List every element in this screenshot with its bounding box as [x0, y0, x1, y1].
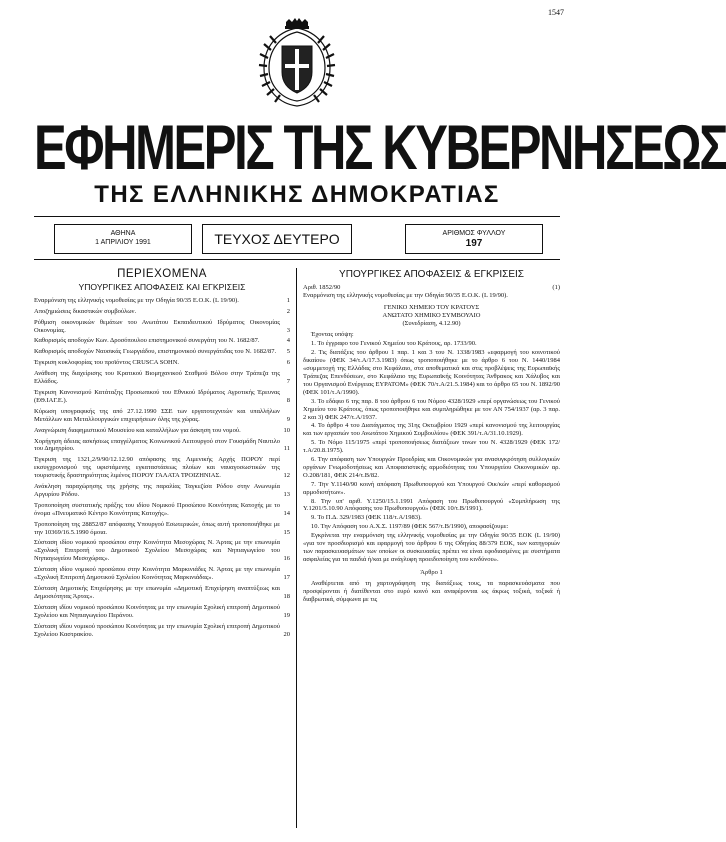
recital-paragraph: 10. Την Απόφαση του Α.Χ.Σ. 1197/89 (ΦΕΚ 567/τ.Β/1990), αποφασίζουμε: [311, 523, 509, 531]
recital-paragraph: Εγκρίνεται την εναρμόνιση της ελληνικής νομοθεσίας με την Οδηγία 90/35 ΕΟΚ (L 19/90) «για τον προσδιορισμό και εφαρμογή του άρθρου 6 της Οδηγίας 88/379 ΕΟΚ, των κατηγοριών των παρασκευασμάτων των οποίων οι συσκευασίες πρέπει να είναι εφοδιασμένες με συστήματα ασφαλείας για τα παιδιά ή/και με ανάγλυφη προειδοποίηση του κινδύνου». [303, 532, 560, 563]
decisions-heading: ΥΠΟΥΡΓΙΚΕΣ ΑΠΟΦΑΣΕΙΣ & ΕΓΚΡΙΣΕΙΣ [339, 269, 524, 280]
contents-item-page: 11 [283, 445, 290, 453]
contents-item-text: Έγκριση Κανονισμού Κατάταξης Προσωπικού του Εθνικού Ιδρύματος Αγροτικής Έρευνας (ΕΘ.ΙΑΓ.Ε.). [34, 388, 280, 404]
contents-item-page: 15 [283, 528, 290, 536]
contents-item [34, 359, 290, 367]
issue-date: 1 ΑΠΡΙΛΙΟΥ 1991 [95, 239, 151, 246]
contents-item-page: 7 [286, 378, 290, 386]
sheet-box [405, 224, 543, 254]
contents-item-text: Εναρμόνιση της ελληνικής νομοθεσίας με την Οδηγία 90/35 Ε.Ο.Κ. (L 19/90). [34, 296, 239, 304]
column-divider [296, 268, 297, 828]
contents-item-page: 1 [286, 296, 290, 304]
contents-item-page: 9 [286, 415, 290, 423]
contents-item [34, 348, 290, 356]
decision-title: Εναρμόνιση της ελληνικής νομοθεσίας με την Οδηγία 90/35 Ε.Ο.Κ. (L 19/90). [303, 291, 508, 299]
contents-item [34, 319, 290, 335]
contents-item-page: 4 [286, 337, 290, 345]
contents-item [34, 438, 290, 454]
contents-item-text: Σύσταση ιδίου νομικού προσώπου Κοινότητας με την επωνυμία Σχολική επιτροπή Δημοτικού Σχολείου και Νηπιαγωγείου Περάνου. [34, 603, 280, 619]
date-box [54, 224, 192, 254]
contents-item [34, 521, 290, 537]
contents-item [34, 539, 290, 563]
contents-item-page: 14 [283, 509, 290, 517]
contents-item-text: Κύρωση υπογραφικής της από 27.12.1990 ΣΣΕ των εργατοτεχνιτών και υπαλλήλων Μετάλλων και Μεταλλουργικών επιχειρήσεων όλης της χώρας. [34, 407, 280, 423]
contents-item-page: 20 [283, 630, 290, 638]
contents-item-page: 19 [283, 611, 290, 619]
having-regard: Έχοντας υπόψη: [311, 331, 354, 339]
contents-item [34, 389, 290, 405]
contents-item-page: 13 [283, 490, 290, 498]
article-heading: Άρθρο 1 [420, 568, 443, 576]
contents-item-text: Αποζημιώσεις δικαστικών συμβούλων. [34, 307, 137, 315]
decision-mark: (1) [552, 283, 560, 291]
contents-item-text: Τροποποίηση της 28852/87 απόφασης Υπουργού Εσωτερικών, όπως αυτή τροποποιήθηκε με την 10369/16.5.1990 όμοια. [34, 520, 280, 536]
contents-item-page: 12 [283, 472, 290, 480]
contents-item-page: 17 [283, 574, 290, 582]
contents-section-heading: ΥΠΟΥΡΓΙΚΕΣ ΑΠΟΦΑΣΕΙΣ ΚΑΙ ΕΓΚΡΙΣΕΙΣ [78, 281, 246, 292]
contents-item [34, 604, 290, 620]
contents-item [34, 427, 290, 435]
contents-item-page: 2 [286, 307, 290, 315]
header-rule-bottom [34, 259, 560, 260]
contents-item-page: 18 [283, 592, 290, 600]
gazette-title: ΕΦΗΜΕΡΙΣ ΤΗΣ ΚΥΒΕΡΝΗΣΕΩΣ [34, 114, 726, 184]
contents-item-text: Καθορισμός αποδοχών Ναυσικάς Γεωργιάδου, επιστημονικού συνεργάτιδας του Ν. 1682/87. [34, 348, 277, 356]
contents-item-page: 10 [283, 426, 290, 434]
recital-paragraph: 2. Τις διατάξεις του άρθρου 1 παρ. 1 και 3 του Ν. 1338/1983 «εφαρμογή του κοινοτικού δικαίου» (ΦΕΚ 34/τ.Α/17.3.1983) όπως τροποποιήθηκε με το άρθρο 6 του Ν. 1440/1984 «συμμετοχή της Ελλάδας στο Κεφάλαιο, στα αποθεματικά και στις προβλέψεις της Ευρωπαϊκής Τράπεζας Επενδύσεων, στο Κεφάλαιο της Ευρωπαϊκής Κοινότητας Άνθρακος και Χάλυβος και του Οργανισμού Ενέργειας ΕΥΡΑΤΟΜ» (ΦΕΚ 70/τ.Α/21.5.1984) και το άρθρο 65 του Ν. 1892/90 (ΦΕΚ 101/τ.Α/1990). [303, 349, 560, 396]
sheet-number: 197 [465, 238, 483, 249]
sheet-number-label: ΑΡΙΘΜΟΣ ΦΥΛΛΟΥ [442, 230, 506, 237]
contents-item-text: Αναγνώριση διαφημιστικού Μουσείου και καταλλήλων για άσκηση του νομού. [34, 426, 241, 434]
contents-heading: ΠΕΡΙΕΧΟΜΕΝΑ [117, 268, 207, 280]
header-rule-top [34, 216, 560, 217]
contents-item [34, 585, 290, 601]
recital-paragraph: 7. Την Υ.1140/90 κοινή απόφαση Πρωθυπουργού και Υπουργού Οικ/κών «περί καθορισμού αρμοδιοτήτων». [303, 480, 560, 496]
recital-paragraph: 9. Το Π.Δ. 329/1983 (ΦΕΚ 118/τ.Α/1983). [311, 514, 422, 522]
contents-item-page: 8 [286, 396, 290, 404]
contents-item [34, 456, 290, 480]
recital-paragraph: 5. Το Νόμο 115/1975 «περί τροποποιήσεως διατάξεων τινων του Ν. 4328/1929 (ΦΕΚ 172/τ.Α/20.8.1975). [303, 439, 560, 455]
issue-label: ΤΕΥΧΟΣ ΔΕΥΤΕΡΟ [214, 231, 340, 247]
contents-item-page: 5 [286, 348, 290, 356]
article-text: Αναθέρτεται από τη χαρτογράφηση της διατάξεως τους, τα παρασκευάσματα που προσφέρονται ή διατίθενται στο ευρύ κοινό και αναφέρονται ως άκρως τοξικά, τοξικά ή διαβρωτικά, σύμφωνα με τις [303, 579, 560, 603]
decision-reference [303, 284, 560, 292]
contents-item-text: Ανάκληση παραχώρησης της χρήσης της παραλίας Ταγκεζίσα Ρόδου στην Ανωνυμία Αργυρίου Ρόδου. [34, 483, 280, 498]
contents-item [34, 623, 290, 639]
recital-paragraph: 8. Την υπ' αριθ. Υ.1250/15.1.1991 Απόφαση του Πρωθυπουργού «Συμπλήρωση της Υ.1201/5.10.90 Απόφασης του Πρωθυπουργού» (ΦΕΚ 10/τ.Β/1991). [303, 497, 560, 513]
recital-paragraph: 6. Την απόφαση των Υπουργών Προεδρίας και Οικονομικών για ανασυγκρότηση συλλογικών οργάνων Γνωμοδοτήσεως και Αποφασιστικής αρμοδιότητας του Υπουργείου Οικονομικών αρ. Ο.208/181, ΦΕΚ 214/τ.Β/82. [303, 456, 560, 479]
contents-item-text: Σύσταση ιδίου νομικού προσώπου στην Κοινότητα Μαρκινιάδες Ν. Άρτας με την επωνυμία «Σχολική Επιτροπή Δημοτικού Σχολείου Κοινότητας Μαρκινιάδας». [34, 566, 280, 582]
contents-item-text: Καθορισμός αποδοχών Κων. Δροσόπουλου επιστημονικού συνεργάτη του Ν. 1682/87. [34, 337, 260, 345]
issuer-line-1: ΓΕΝΙΚΟ ΧΗΜΕΙΟ ΤΟΥ ΚΡΑΤΟΥΣ [383, 303, 480, 311]
contents-item [34, 308, 290, 316]
recital-paragraph: 4. Το άρθρο 4 του Διατάγματος της 31ης Οκτωβρίου 1929 «περί κανονισμού της λειτουργίας και των εργασιών του Ανωτάτου Χημικού Συμβουλίου» (ΦΕΚ 391/τ.Α/31.10.1929). [303, 422, 560, 438]
contents-item-text: Σύσταση ιδίου νομικού προσώπου στην Κοινότητα Μεσοχώρας Ν. Άρτας με την επωνυμία «Σχολική Επιτροπή του Δημοτικού Σχολείου Μεσοχώρας και Νηπιαγωγείου του Νηπιαγωγείου Μεσοχώρας». [34, 539, 280, 563]
contents-item [34, 483, 290, 499]
decision-number: Αριθ. 1852/90 [303, 283, 341, 291]
issue-box [202, 224, 352, 254]
greek-coat-of-arms-icon [256, 18, 338, 108]
contents-item [34, 408, 290, 424]
contents-item [34, 566, 290, 582]
contents-item-text: Σύσταση ιδίου νομικού προσώπου Κοινότητας με την επωνυμία Σχολική επιτροπή Δημοτικού Σχολείου Καστρακίου. [34, 622, 280, 638]
page-number: 1547 [548, 8, 564, 17]
issuer-line-2: ΑΝΩΤΑΤΟ ΧΗΜΙΚΟ ΣΥΜΒΟΥΛΙΟ [382, 311, 481, 319]
contents-item [34, 502, 290, 518]
contents-item-text: Έγκριση της 1321,2/9/90/12.12.90 απόφασης της Λιμενικής Αρχής ΠΟΡΟΥ περί εκσυγχρονισμού της υφιστάμενης εγκαταστάσεως πλοίων και ναυαγοσωστικών της τουριστικής δραστηριότητας λιμένος ΠΟΡΟΥ ΓΑΛΑΤΑ ΤΡΟΙΖΗΝΙΑΣ. [34, 456, 280, 480]
contents-item-text: Ανάθεση της διαχείρισης του Κρατικού Βιομηχανικού Σταθμού Βόλου στην Τράπεζα της Ελλάδος. [34, 370, 280, 386]
contents-item-page: 3 [286, 326, 290, 334]
recital-paragraph: 1. Το έγγραφο του Γενικού Χημείου του Κράτους, αρ. 1733/90. [311, 340, 477, 348]
contents-item-text: Τροποποίηση συστατικής πράξης του ιδίου Νομικού Προσώπου Κοινότητας Κατοχής με το όνομα «Πνευματικό Κέντρο Κοινότητας Κατοχής». [34, 501, 280, 517]
contents-item-text: Ρύθμιση οικονομικών θεμάτων του Ανωτάτου Εκπαιδευτικού Ιδρύματος Οικονομίας Οικονομίας. [34, 318, 280, 334]
contents-item-text: Χορήγηση άδειας ασκήσεως επαγγέλματος Κοινωνικού Λειτουργού στον Γουσμάδη Ναυτιλο του Δημητρίου. [34, 437, 280, 453]
contents-item [34, 337, 290, 345]
contents-column [34, 268, 290, 641]
recitals [303, 340, 560, 563]
contents-item-page: 16 [283, 555, 290, 563]
decisions-column [303, 268, 560, 604]
session-date: (Συνεδρίαση, 4.12.90) [402, 319, 461, 327]
contents-item [34, 370, 290, 386]
contents-item [34, 297, 290, 305]
contents-item-page: 6 [286, 359, 290, 367]
contents-item-text: Έγκριση κυκλοφορίας του προϊόντος CRUSCA SOHN. [34, 359, 180, 367]
contents-list [34, 297, 290, 639]
contents-item-text: Σύσταση Δημοτικής Επιχείρησης με την επωνυμία «Δημοτική Επιχείρηση αναπτύξεως και Δημοσιότητας Άρτας». [34, 585, 280, 600]
gazette-subtitle: ΤΗΣ ΕΛΛΗΝΙΚΗΣ ΔΗΜΟΚΡΑΤΙΑΣ [94, 181, 500, 208]
city-label: ΑΘΗΝΑ [110, 230, 136, 237]
recital-paragraph: 3. Το εδάφιο 6 της παρ. 8 του άρθρου 6 του Νόμου 4328/1929 «περί οργανώσεως του Γενικού Χημείου του Κράτους, όπως τροποποιήθηκε και συμπληρώθηκε με τον ΑΝ 754/1937 (αρ. 3 παρ. 2 και 3) ΦΕΚ 247/τ.Α/1937. [303, 397, 560, 421]
